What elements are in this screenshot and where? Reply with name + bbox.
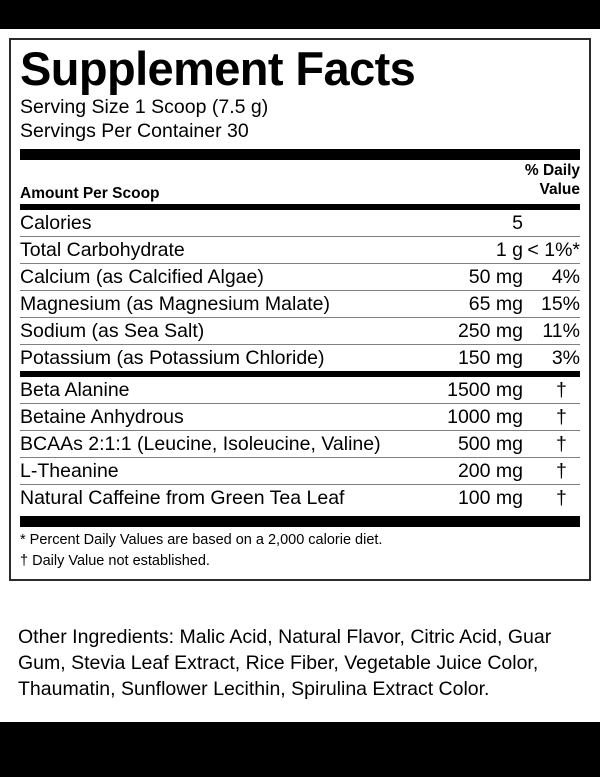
active-ingredient-row-group xyxy=(20,377,580,511)
nutrient-name: Beta Alanine xyxy=(20,379,130,402)
nutrient-name: Total Carbohydrate xyxy=(20,239,185,262)
nutrient-daily-value: † xyxy=(556,460,567,483)
table-row xyxy=(20,264,580,290)
page-title: Supplement Facts xyxy=(20,42,416,95)
footnote-percent-daily-value: * Percent Daily Values are based on a 2,000 calorie diet. xyxy=(20,532,383,549)
nutrient-name: BCAAs 2:1:1 (Leucine, Isoleucine, Valine) xyxy=(20,433,381,456)
nutrient-daily-value: 11% xyxy=(542,320,580,343)
nutrient-name: Sodium (as Sea Salt) xyxy=(20,320,205,343)
table-row xyxy=(20,377,580,403)
nutrient-amount: 1500 mg xyxy=(447,379,523,402)
table-row xyxy=(20,345,580,371)
amount-per-serving-header: Amount Per Scoop xyxy=(20,185,160,203)
table-row xyxy=(20,318,580,344)
nutrient-daily-value: 4% xyxy=(551,266,580,289)
nutrient-amount: 250 mg xyxy=(457,320,523,343)
nutrient-amount: 5 xyxy=(512,212,523,235)
nutrient-row-group xyxy=(20,210,580,371)
footnote-daily-value-not-established: † Daily Value not established. xyxy=(20,552,210,569)
nutrient-name: Betaine Anhydrous xyxy=(20,406,184,429)
nutrient-amount: 500 mg xyxy=(457,433,523,456)
other-ingredients-text: Other Ingredients: Malic Acid, Natural Flavor, Citric Acid, Guar Gum, Stevia Leaf Extract, Rice Fiber, Vegetable Juice Color, Thaumatin, Sunflower Lecithin, Spirulina Extract Color. xyxy=(18,626,552,701)
table-row xyxy=(20,404,580,430)
nutrient-daily-value: † xyxy=(556,487,567,510)
nutrient-amount: 1 g xyxy=(495,239,523,262)
table-row xyxy=(20,431,580,457)
nutrient-daily-value: 3% xyxy=(551,347,580,370)
daily-value-header-line2: Value xyxy=(539,180,580,198)
nutrient-name: Calories xyxy=(20,212,92,235)
bottom-black-band xyxy=(0,722,600,777)
nutrient-daily-value: † xyxy=(556,406,567,429)
serving-size-text: Serving Size 1 Scoop (7.5 g) xyxy=(20,95,269,118)
servings-per-container-text: Servings Per Container 30 xyxy=(20,120,249,143)
daily-value-header xyxy=(525,162,580,200)
nutrient-amount: 1000 mg xyxy=(447,406,523,429)
divider-above-footnotes xyxy=(20,516,580,527)
table-row xyxy=(20,237,580,263)
nutrient-daily-value: 15% xyxy=(540,293,580,316)
table-row xyxy=(20,458,580,484)
nutrient-name: Calcium (as Calcified Algae) xyxy=(20,266,264,289)
divider-thick-top xyxy=(20,149,580,160)
nutrient-name: Natural Caffeine from Green Tea Leaf xyxy=(20,487,345,510)
table-row xyxy=(20,291,580,317)
table-row xyxy=(20,485,580,511)
nutrient-name: Potassium (as Potassium Chloride) xyxy=(20,347,325,370)
nutrient-name: Magnesium (as Magnesium Malate) xyxy=(20,293,330,316)
nutrient-amount: 150 mg xyxy=(457,347,523,370)
nutrient-amount: 50 mg xyxy=(468,266,523,289)
nutrient-daily-value: † xyxy=(556,379,567,402)
nutrient-amount: 200 mg xyxy=(457,460,523,483)
label-paper-area xyxy=(0,29,600,722)
column-header-row xyxy=(20,160,580,204)
nutrient-daily-value: † xyxy=(556,433,567,456)
nutrient-amount: 100 mg xyxy=(457,487,523,510)
nutrient-daily-value: < 1%* xyxy=(527,239,580,262)
nutrient-amount: 65 mg xyxy=(468,293,523,316)
supplement-facts-panel xyxy=(9,38,591,581)
footnote-group xyxy=(20,527,580,571)
table-row xyxy=(20,210,580,236)
daily-value-header-line1: % Daily xyxy=(524,162,580,180)
top-black-band xyxy=(0,0,600,29)
nutrient-name: L-Theanine xyxy=(20,460,119,483)
